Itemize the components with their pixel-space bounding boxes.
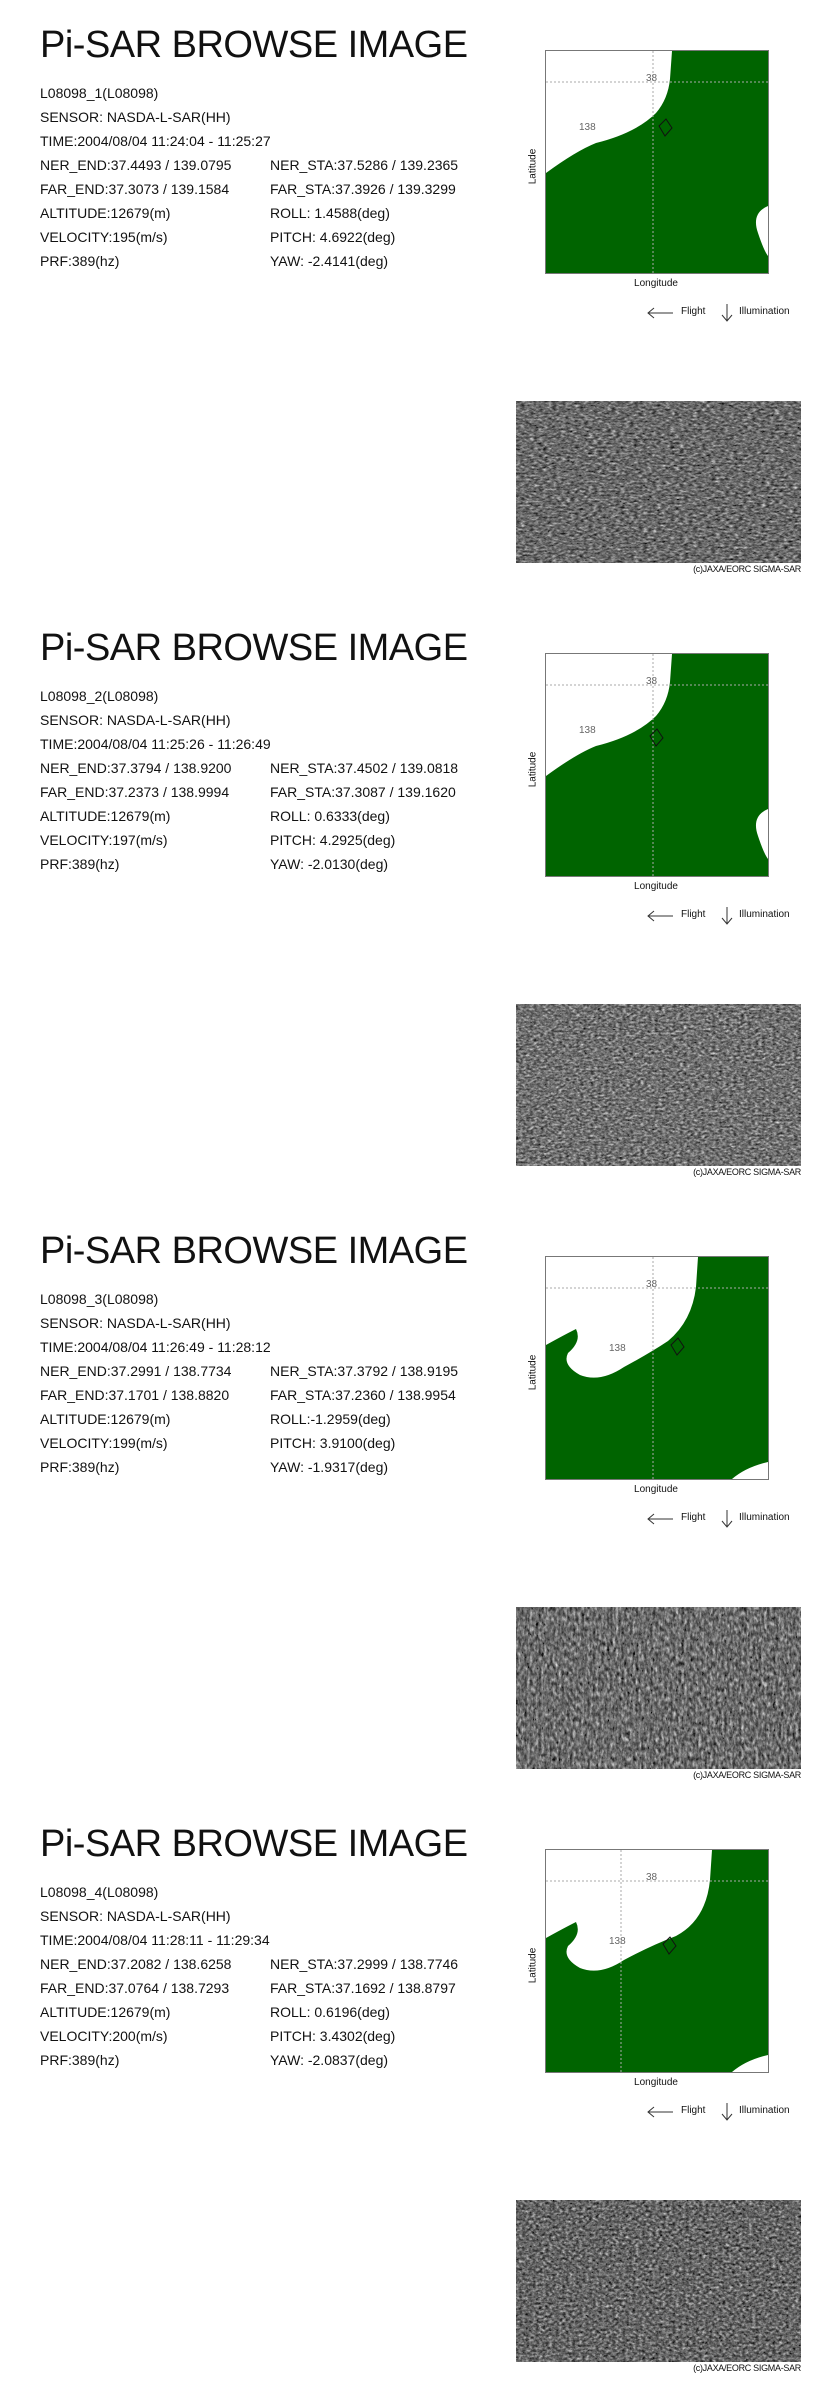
velocity: VELOCITY:199(m/s) (40, 1435, 168, 1451)
browse-panel-2 (0, 603, 822, 1198)
page-title: Pi-SAR BROWSE IMAGE (40, 24, 468, 66)
altitude: ALTITUDE:12679(m) (40, 808, 171, 824)
metadata-block (40, 81, 510, 273)
scene-id: L08098_1(L08098) (40, 85, 159, 101)
pitch: PITCH: 4.2925(deg) (270, 832, 396, 848)
page-title: Pi-SAR BROWSE IMAGE (40, 627, 468, 669)
arrow-down-icon (720, 303, 734, 323)
arrow-left-icon (645, 304, 677, 322)
arrow-left-icon (645, 2103, 677, 2121)
flight-legend (645, 2103, 805, 2121)
browse-panel-1 (0, 0, 822, 595)
scene-id: L08098_2(L08098) (40, 688, 159, 704)
arrow-down-icon (720, 2102, 734, 2122)
flight-label: Flight (681, 909, 706, 920)
velocity: VELOCITY:197(m/s) (40, 832, 168, 848)
altitude: ALTITUDE:12679(m) (40, 1411, 171, 1427)
arrow-left-icon (645, 907, 677, 925)
sensor: SENSOR: NASDA-L-SAR(HH) (40, 1908, 231, 1924)
yaw: YAW: -2.0837(deg) (270, 2052, 389, 2068)
copyright: (c)JAXA/EORC SIGMA-SAR (693, 564, 801, 574)
sensor: SENSOR: NASDA-L-SAR(HH) (40, 1315, 231, 1331)
pitch: PITCH: 3.9100(deg) (270, 1435, 396, 1451)
yaw: YAW: -2.0130(deg) (270, 856, 389, 872)
far-end: FAR_END:37.1701 / 138.8820 (40, 1387, 230, 1403)
time-range: TIME:2004/08/04 11:25:26 - 11:26:49 (40, 736, 271, 752)
far-sta: FAR_STA:37.3087 / 139.1620 (270, 784, 456, 800)
longitude-axis-label: Longitude (634, 1484, 678, 1495)
location-map (545, 653, 769, 877)
far-sta: FAR_STA:37.1692 / 138.8797 (270, 1980, 456, 1996)
scene-id: L08098_4(L08098) (40, 1884, 159, 1900)
roll: ROLL: 0.6333(deg) (270, 808, 390, 824)
illumination-label: Illumination (739, 2105, 790, 2116)
flight-label: Flight (681, 306, 706, 317)
roll: ROLL:-1.2959(deg) (270, 1411, 391, 1427)
far-sta: FAR_STA:37.2360 / 138.9954 (270, 1387, 456, 1403)
latitude-axis-label: Latitude (527, 1354, 539, 1391)
flight-label: Flight (681, 1512, 706, 1523)
yaw: YAW: -2.4141(deg) (270, 253, 389, 269)
pitch: PITCH: 3.4302(deg) (270, 2028, 396, 2044)
prf: PRF:389(hz) (40, 1459, 120, 1475)
yaw: YAW: -1.9317(deg) (270, 1459, 389, 1475)
sensor: SENSOR: NASDA-L-SAR(HH) (40, 109, 231, 125)
sar-image (516, 401, 801, 563)
ner-end: NER_END:37.2082 / 138.6258 (40, 1956, 232, 1972)
sar-image (516, 1607, 801, 1769)
altitude: ALTITUDE:12679(m) (40, 2004, 171, 2020)
flight-legend (645, 907, 805, 925)
lon-tick-label: 138 (579, 122, 596, 133)
time-range: TIME:2004/08/04 11:24:04 - 11:25:27 (40, 133, 271, 149)
location-map (545, 1849, 769, 2073)
prf: PRF:389(hz) (40, 2052, 120, 2068)
sar-image (516, 1004, 801, 1166)
latitude-axis-label: Latitude (527, 1947, 539, 1984)
far-end: FAR_END:37.2373 / 138.9994 (40, 784, 230, 800)
longitude-axis-label: Longitude (634, 278, 678, 289)
copyright: (c)JAXA/EORC SIGMA-SAR (693, 2363, 801, 2373)
flight-legend (645, 1510, 805, 1528)
lon-tick-label: 138 (609, 1936, 626, 1947)
ner-end: NER_END:37.4493 / 139.0795 (40, 157, 232, 173)
scene-id: L08098_3(L08098) (40, 1291, 159, 1307)
copyright: (c)JAXA/EORC SIGMA-SAR (693, 1770, 801, 1780)
pitch: PITCH: 4.6922(deg) (270, 229, 396, 245)
longitude-axis-label: Longitude (634, 2077, 678, 2088)
ner-end: NER_END:37.2991 / 138.7734 (40, 1363, 232, 1379)
arrow-down-icon (720, 906, 734, 926)
arrow-down-icon (720, 1509, 734, 1529)
prf: PRF:389(hz) (40, 253, 120, 269)
copyright: (c)JAXA/EORC SIGMA-SAR (693, 1167, 801, 1177)
page-title: Pi-SAR BROWSE IMAGE (40, 1823, 468, 1865)
velocity: VELOCITY:200(m/s) (40, 2028, 168, 2044)
lat-tick-label: 38 (646, 1872, 658, 1883)
ner-sta: NER_STA:37.4502 / 139.0818 (270, 760, 459, 776)
lat-tick-label: 38 (646, 1279, 658, 1290)
far-end: FAR_END:37.3073 / 139.1584 (40, 181, 230, 197)
illumination-label: Illumination (739, 306, 790, 317)
page-title: Pi-SAR BROWSE IMAGE (40, 1230, 468, 1272)
sensor: SENSOR: NASDA-L-SAR(HH) (40, 712, 231, 728)
prf: PRF:389(hz) (40, 856, 120, 872)
arrow-left-icon (645, 1510, 677, 1528)
location-map (545, 1256, 769, 1480)
flight-label: Flight (681, 2105, 706, 2116)
far-sta: FAR_STA:37.3926 / 139.3299 (270, 181, 456, 197)
location-map (545, 50, 769, 274)
illumination-label: Illumination (739, 909, 790, 920)
lat-tick-label: 38 (646, 676, 658, 687)
lon-tick-label: 138 (609, 1343, 626, 1354)
ner-end: NER_END:37.3794 / 138.9200 (40, 760, 232, 776)
lon-tick-label: 138 (579, 725, 596, 736)
sar-image (516, 2200, 801, 2362)
roll: ROLL: 1.4588(deg) (270, 205, 390, 221)
metadata-block (40, 1880, 510, 2072)
metadata-block (40, 1287, 510, 1479)
ner-sta: NER_STA:37.2999 / 138.7746 (270, 1956, 459, 1972)
time-range: TIME:2004/08/04 11:28:11 - 11:29:34 (40, 1932, 270, 1948)
browse-panel-3 (0, 1206, 822, 1801)
browse-panel-4 (0, 1799, 822, 2394)
velocity: VELOCITY:195(m/s) (40, 229, 168, 245)
ner-sta: NER_STA:37.5286 / 139.2365 (270, 157, 459, 173)
illumination-label: Illumination (739, 1512, 790, 1523)
time-range: TIME:2004/08/04 11:26:49 - 11:28:12 (40, 1339, 271, 1355)
metadata-block (40, 684, 510, 876)
latitude-axis-label: Latitude (527, 148, 539, 185)
roll: ROLL: 0.6196(deg) (270, 2004, 390, 2020)
ner-sta: NER_STA:37.3792 / 138.9195 (270, 1363, 459, 1379)
far-end: FAR_END:37.0764 / 138.7293 (40, 1980, 230, 1996)
lat-tick-label: 38 (646, 73, 658, 84)
flight-legend (645, 304, 805, 322)
longitude-axis-label: Longitude (634, 881, 678, 892)
latitude-axis-label: Latitude (527, 751, 539, 788)
altitude: ALTITUDE:12679(m) (40, 205, 171, 221)
